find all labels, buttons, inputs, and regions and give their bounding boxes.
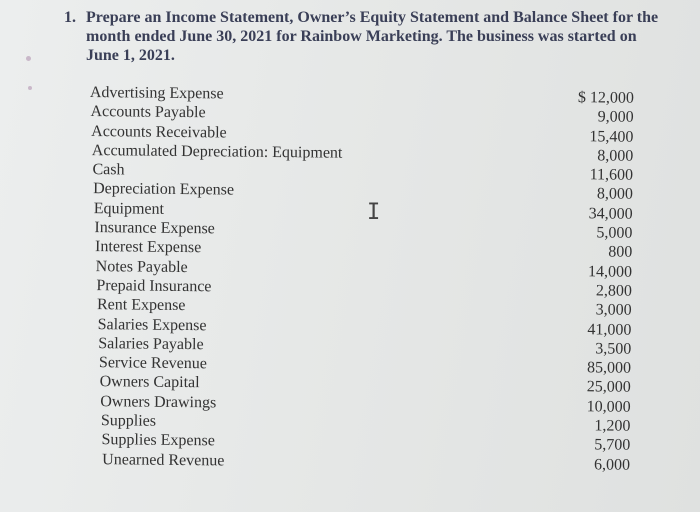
account-name: Cash (92, 161, 125, 179)
account-name: Supplies (100, 412, 157, 430)
account-amount: 14,000 (587, 262, 633, 281)
account-amount: 8,000 (596, 185, 633, 204)
account-name: Advertising Expense (89, 84, 224, 103)
account-amount: 41,000 (587, 320, 632, 339)
account-name: Salaries Payable (98, 335, 204, 354)
account-amount: 800 (608, 243, 633, 262)
account-name: Insurance Expense (94, 219, 215, 238)
account-amount: 3,500 (595, 340, 632, 358)
account-amount: 11,600 (589, 166, 634, 184)
account-name: Accumulated Depreciation: Equipment (91, 141, 343, 162)
account-name: Equipment (93, 199, 165, 218)
question-text: Prepare an Income Statement, Owner’s Equity Statement and Balance Sheet for the month ended June 30, 2021 for Rainbow Marketing. The business was started on June 1, 2021. (86, 9, 659, 64)
account-amount: 15,400 (589, 127, 634, 146)
account-list (82, 84, 646, 476)
account-name: Owners Capital (99, 373, 200, 392)
account-name: Service Revenue (98, 354, 208, 373)
question-heading (64, 8, 664, 65)
account-amount: 6,000 (593, 455, 631, 474)
account-name: Rent Expense (96, 296, 186, 315)
account-name: Accounts Payable (90, 103, 206, 122)
account-amount: 85,000 (586, 359, 632, 377)
screen-speck (26, 56, 31, 61)
question-number: 1. (64, 9, 76, 26)
account-amount: 9,000 (597, 108, 634, 127)
screen-speck (28, 86, 32, 90)
account-name: Prepaid Insurance (96, 277, 212, 296)
account-name: Accounts Receivable (91, 122, 227, 142)
account-name: Salaries Expense (97, 315, 207, 334)
account-name: Supplies Expense (101, 431, 215, 450)
account-amount: $ 12,000 (577, 89, 634, 107)
account-amount: 1,200 (594, 417, 631, 435)
account-amount: 5,700 (594, 436, 631, 455)
account-amount: 10,000 (586, 398, 631, 416)
account-name: Depreciation Expense (93, 180, 235, 200)
account-amount: 25,000 (586, 378, 631, 397)
account-name: Interest Expense (95, 238, 202, 257)
account-amount: 8,000 (597, 147, 634, 165)
account-name: Unearned Revenue (102, 450, 225, 470)
account-name: Notes Payable (95, 257, 188, 276)
account-amount: 5,000 (596, 224, 633, 242)
text-cursor-icon: I (367, 200, 381, 225)
account-amount: 2,800 (595, 282, 632, 300)
account-amount: 34,000 (588, 205, 633, 223)
account-name: Owners Drawings (100, 392, 217, 412)
account-amount: 3,000 (595, 301, 632, 319)
